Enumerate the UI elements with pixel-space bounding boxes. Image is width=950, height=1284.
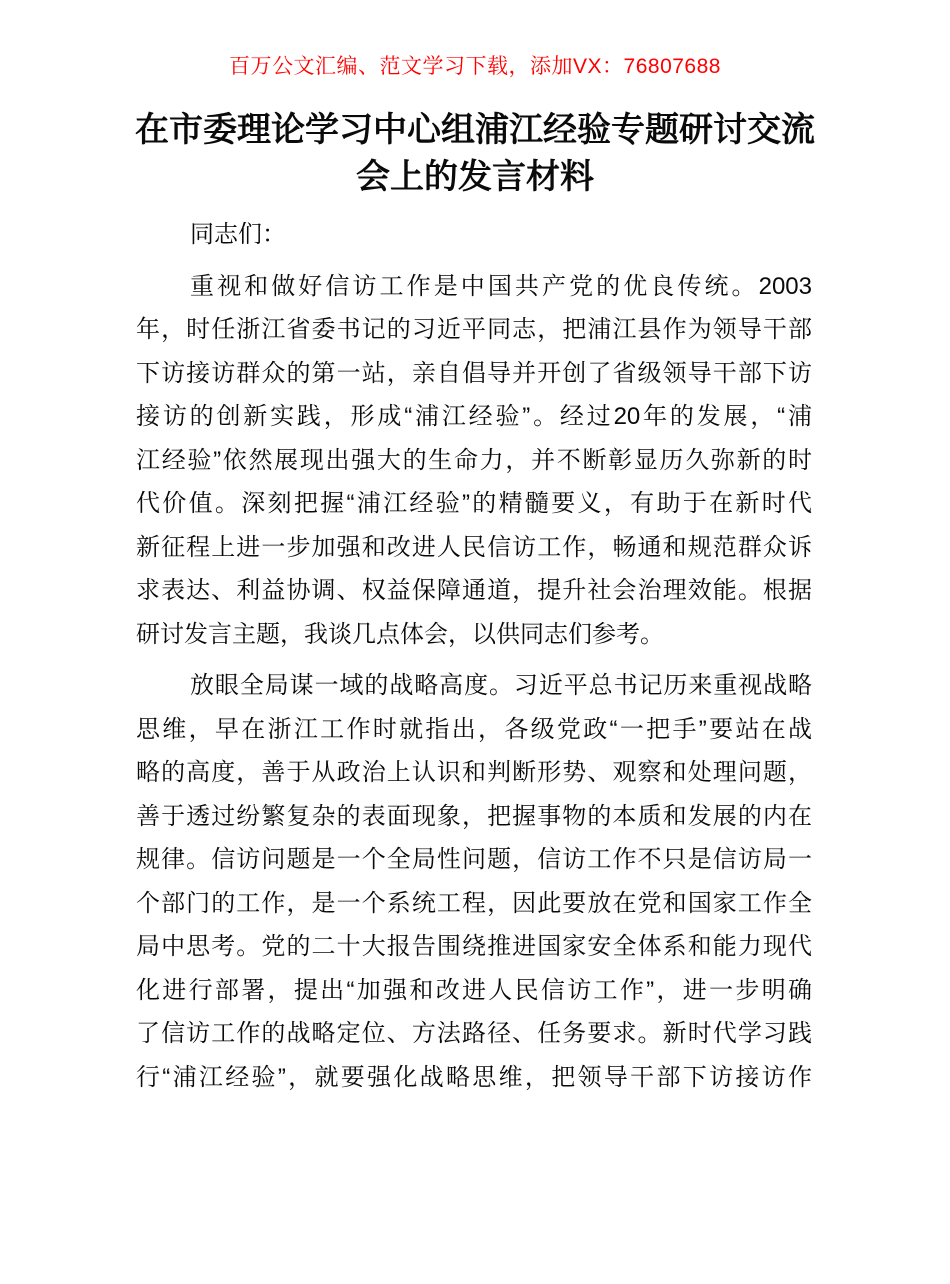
text-line: 代价值。深刻把握“浦江经验”的精髓要义，有助于在新时代 <box>136 490 812 517</box>
text-line: 了信访工作的战略定位、方法路径、任务要求。新时代学习践 <box>136 1020 812 1047</box>
text-line: 年，时任浙江省委书记的习近平同志，把浦江县作为领导干部 <box>136 316 812 343</box>
text-line: 接访的创新实践，形成“浦江经验”。经过20年的发展，“浦 <box>136 403 812 430</box>
text-line: 研讨发言主题，我谈几点体会，以供同志们参考。 <box>136 620 664 648</box>
text-line: 善于透过纷繁复杂的表面现象，把握事物的本质和发展的内在 <box>136 802 812 830</box>
text-line: 略的高度，善于从政治上认识和判断形势、观察和处理问题， <box>136 759 812 786</box>
page-title <box>0 107 950 201</box>
text-line: 下访接访群众的第一站，亲自倡导并开创了省级领导干部下访 <box>136 359 812 387</box>
text-line: 放眼全局谋一域的战略高度。习近平总书记历来重视战略 <box>190 672 812 699</box>
text-line: 求表达、利益协调、权益保障通道，提升社会治理效能。根据 <box>136 577 812 604</box>
text-line: 化进行部署，提出“加强和改进人民信访工作”，进一步明确 <box>136 976 812 1004</box>
text-line: 局中思考。党的二十大报告围绕推进国家安全体系和能力现代 <box>136 933 812 960</box>
text-line: 个部门的工作，是一个系统工程，因此要放在党和国家工作全 <box>136 889 812 917</box>
page-title-line-1: 在市委理论学习中心组浦江经验专题研讨交流 <box>135 111 815 149</box>
text-line: 重视和做好信访工作是中国共产党的优良传统。2003 <box>190 272 812 300</box>
text-line: 规律。信访问题是一个全局性问题，信访工作不只是信访局一 <box>136 846 812 873</box>
document-body <box>136 213 812 1099</box>
page-title-line-2: 会上的发言材料 <box>356 158 594 196</box>
promo-banner: 百万公文汇编、范文学习下载，添加VX：76807688 <box>229 55 721 78</box>
text-line: 江经验”依然展现出强大的生命力，并不断彰显历久弥新的时 <box>136 446 812 474</box>
text-line: 行“浦江经验”，就要强化战略思维，把领导干部下访接访作 <box>136 1063 812 1091</box>
text-line: 新征程上进一步加强和改进人民信访工作，畅通和规范群众诉 <box>136 533 812 561</box>
paragraph <box>136 664 812 1099</box>
document-paragraphs <box>136 265 812 1100</box>
salutation: 同志们： <box>190 221 286 248</box>
paragraph <box>136 265 812 657</box>
text-line: 思维，早在浙江工作时就指出，各级党政“一把手”要站在战 <box>136 715 812 743</box>
